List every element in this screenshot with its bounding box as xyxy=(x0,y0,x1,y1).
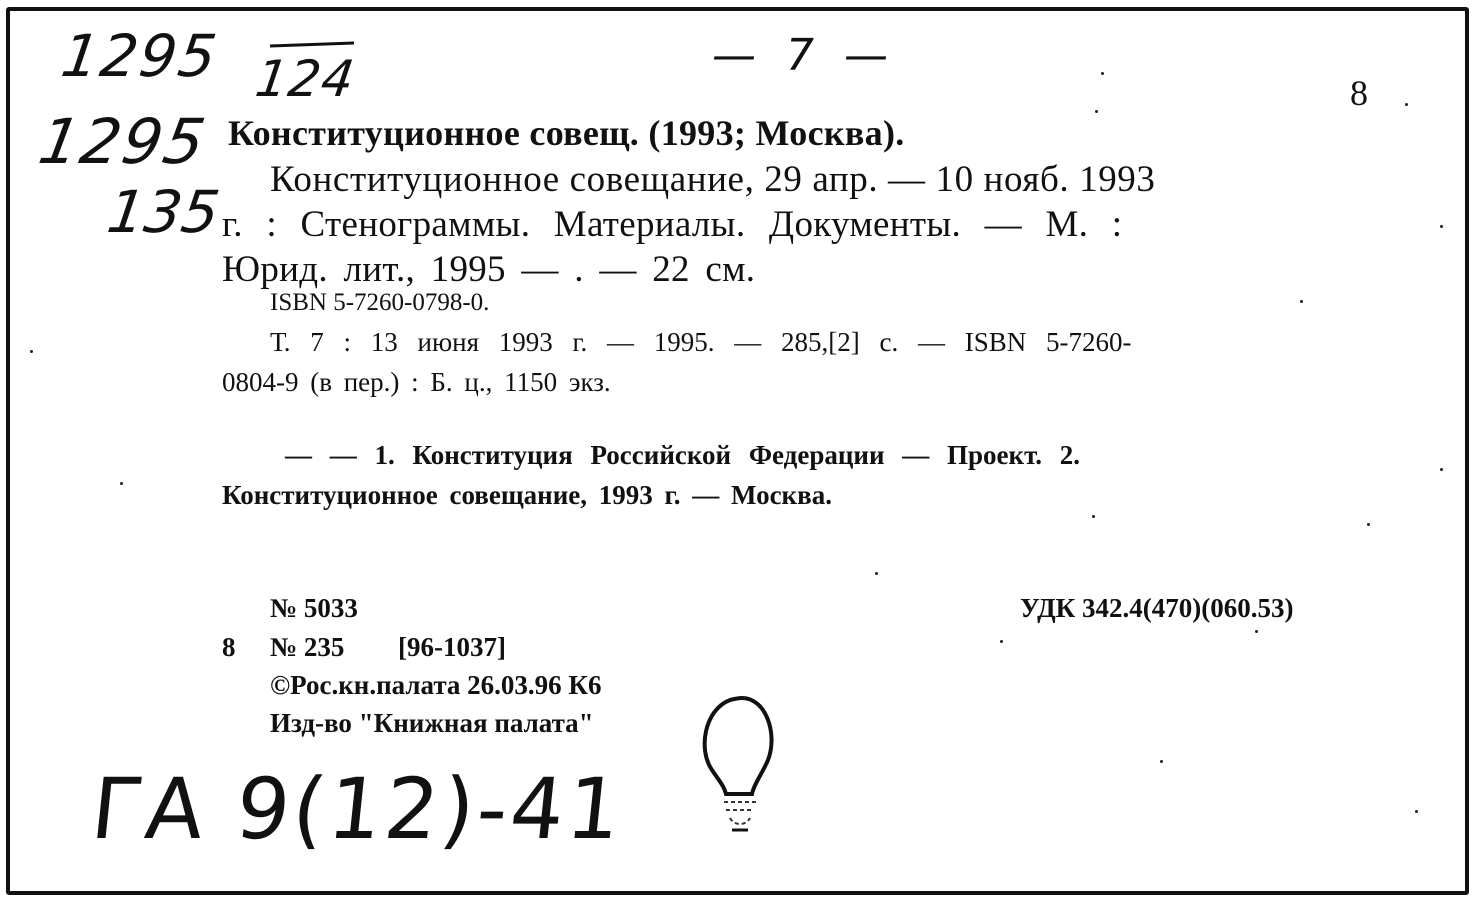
speck xyxy=(1405,103,1408,106)
title-line-3: Юрид. лит., 1995 — . — 22 см. xyxy=(222,249,756,290)
handwritten-page-mark: — 7 — xyxy=(712,30,896,81)
number-secondary: № 235 xyxy=(270,632,345,662)
handwritten-fraction-side: 135 xyxy=(103,178,224,246)
handwritten-shelfmark: ГА 9(12)-41 xyxy=(86,760,629,858)
isbn-main: ISBN 5-7260-0798-0. xyxy=(270,289,490,316)
title-line-1: Конституционное совещание, 29 апр. — 10 нояб. 1993 xyxy=(270,159,1156,200)
handwritten-number-top: 1295 xyxy=(57,22,223,90)
speck xyxy=(1440,468,1443,471)
speck xyxy=(1440,225,1443,228)
speck xyxy=(1160,760,1163,763)
card-number: 8 xyxy=(1350,73,1369,113)
copyright-line: ©Рос.кн.палата 26.03.96 К6 xyxy=(270,670,602,700)
left-number: 8 xyxy=(222,632,236,662)
speck xyxy=(30,350,33,353)
lightbulb-stamp-icon xyxy=(690,690,790,850)
publisher-line: Изд-во "Книжная палата" xyxy=(270,708,594,738)
speck xyxy=(1300,300,1303,303)
number-main: № 5033 xyxy=(270,593,358,623)
speck xyxy=(875,572,878,575)
speck xyxy=(1255,630,1258,633)
speck xyxy=(1092,515,1095,518)
speck xyxy=(1095,110,1098,113)
bracket-code: [96-1037] xyxy=(398,632,506,662)
subjects-line-2: Конституционное совещание, 1993 г. — Москва. xyxy=(222,480,832,510)
speck xyxy=(1101,72,1104,75)
speck xyxy=(1367,523,1370,526)
speck xyxy=(1000,640,1003,643)
fraction-bar-top xyxy=(268,40,358,50)
udk-code: УДК 342.4(470)(060.53) xyxy=(1020,593,1294,623)
volume-line-2: 0804-9 (в пер.) : Б. ц., 1150 экз. xyxy=(222,367,611,397)
volume-line-1: Т. 7 : 13 июня 1993 г. — 1995. — 285,[2] с. — ISBN 5-7260- xyxy=(270,327,1132,357)
heading: Конституционное совещ. (1993; Москва). xyxy=(228,113,905,153)
speck xyxy=(1415,810,1418,813)
title-line-2: г. : Стенограммы. Материалы. Документы. — М. : xyxy=(222,204,1123,245)
handwritten-fraction-top: 124 xyxy=(251,50,359,108)
handwritten-number-side: 1295 xyxy=(33,105,213,178)
subjects-line-1: — — 1. Конституция Российской Федерации — Проект. 2. xyxy=(285,440,1081,470)
speck xyxy=(120,482,123,485)
